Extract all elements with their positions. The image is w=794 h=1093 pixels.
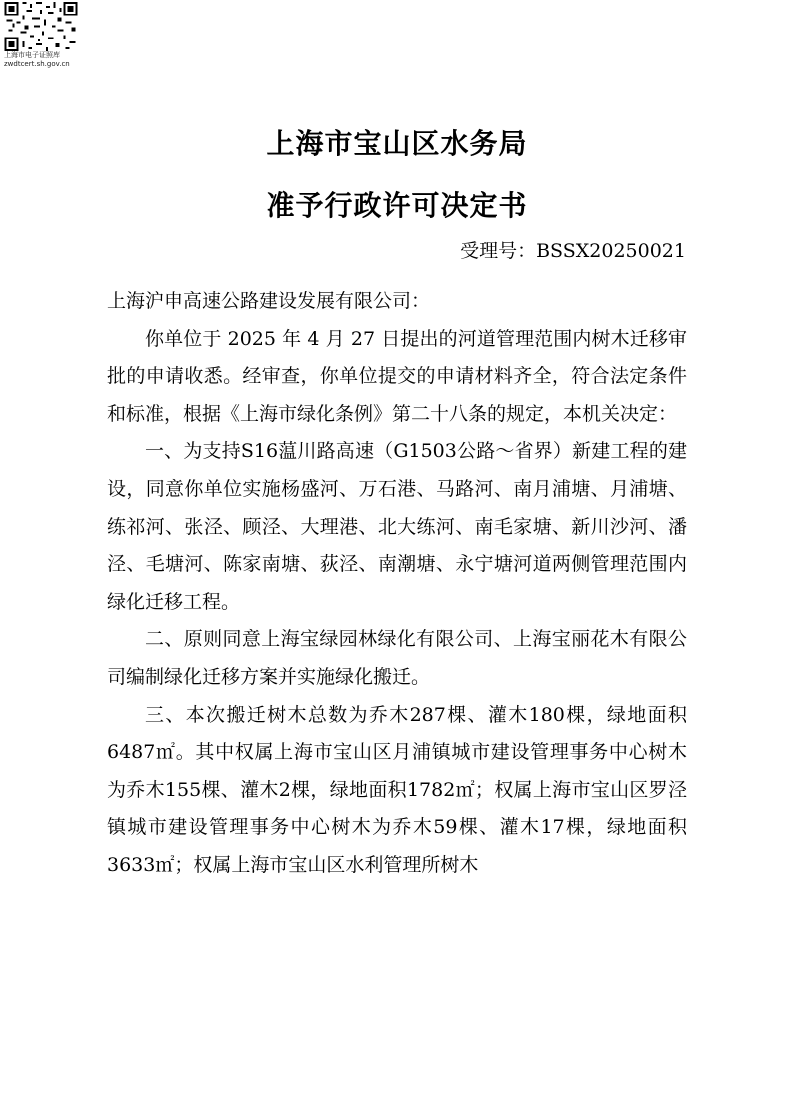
document-title-line2: 准予行政许可决定书: [266, 189, 528, 222]
addressee: 上海沪申高速公路建设发展有限公司：: [107, 290, 431, 312]
paragraph-item-1: 一、为支持S16蕰川路高速（G1503公路～省界）新建工程的建设，同意你单位实施杨盛河、万石港、马路河、南月浦塘、月浦塘、练祁河、张泾、顾泾、大理港、北大练河、南毛家塘、新川沙河、潘泾、毛塘河、陈家南塘、荻泾、南潮塘、永宁塘河道两侧管理范围内绿化迁移工程。: [107, 440, 687, 613]
document-title-line1: 上海市宝山区水务局: [266, 127, 528, 160]
document-body: [107, 283, 687, 885]
paragraph-intro: 你单位于 2025 年 4 月 27 日提出的河道管理范围内树木迁移审批的申请收悉。经审查，你单位提交的申请材料齐全，符合法定条件和标准，根据《上海市绿化条例》第二十八条的规定，本机关决定：: [107, 327, 687, 425]
paragraph-item-3: 三、本次搬迁树木总数为乔木287棵、灌木180棵，绿地面积6487㎡。其中权属上海市宝山区月浦镇城市建设管理事务中心树木为乔木155棵、灌木2棵，绿地面积1782㎡；权属上海市宝山区罗泾镇城市建设管理事务中心树木为乔木59棵、灌木17棵，绿地面积3633㎡；权属上海市宝山区水利管理所树木: [107, 703, 687, 876]
qr-code-icon: [4, 2, 78, 51]
qr-caption-line2: zwdtcert.sh.gov.cn: [4, 60, 70, 68]
qr-code-block: [4, 2, 80, 69]
paragraph-item-2: 二、原则同意上海宝绿园林绿化有限公司、上海宝丽花木有限公司编制绿化迁移方案并实施绿化搬迁。: [107, 628, 687, 688]
reference-number: 受理号：BSSX20250021: [460, 240, 686, 262]
qr-caption-line1: 上海市电子证照库: [4, 51, 60, 59]
